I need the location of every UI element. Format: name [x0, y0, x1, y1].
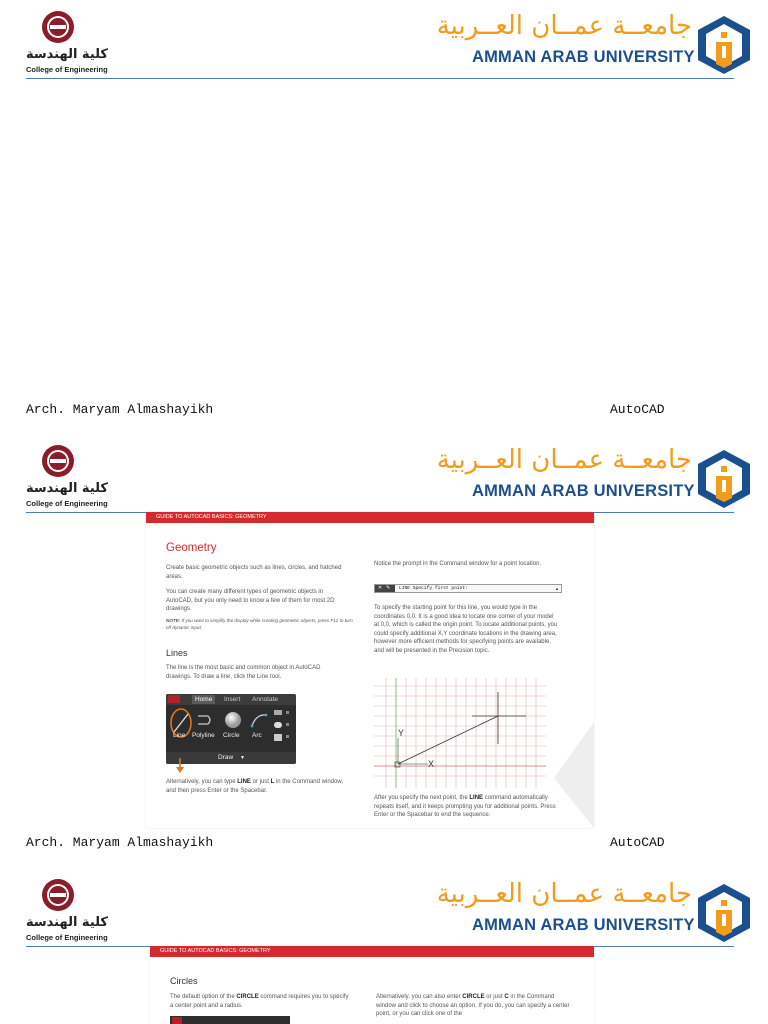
- polyline-tool-label[interactable]: Polyline: [192, 732, 215, 739]
- university-name-english: AMMAN ARAB UNIVERSITY: [472, 482, 695, 500]
- university-name-arabic: جامعــة عمــان العــربية: [436, 11, 692, 41]
- tab-insert[interactable]: Insert: [224, 696, 241, 703]
- footer-author: Arch. Maryam Almashayikh: [26, 835, 214, 850]
- arc-tool-label[interactable]: Arc: [252, 732, 262, 739]
- slide-1: [0, 0, 768, 434]
- note-text: [166, 618, 356, 631]
- chevron-down-icon[interactable]: ▼: [240, 755, 245, 761]
- university-name-english: AMMAN ARAB UNIVERSITY: [472, 48, 695, 66]
- after-next-point-text: [374, 794, 564, 820]
- y-axis-label: Y: [398, 728, 405, 738]
- polyline-tool-icon[interactable]: [196, 712, 214, 728]
- footer-subject: AutoCAD: [610, 402, 665, 417]
- circle-tool-icon[interactable]: [224, 711, 242, 729]
- college-name-english: College of Engineering: [26, 933, 108, 942]
- circles-text-b: command requires you to specify a center point and a radius.: [170, 994, 349, 1009]
- university-emblem-icon: [696, 448, 752, 510]
- geometry-guide-page: [146, 512, 594, 828]
- college-name-english: College of Engineering: [26, 65, 108, 74]
- university-emblem-icon: [696, 882, 752, 944]
- slide-2: [0, 434, 768, 868]
- line-tool-label[interactable]: Line: [173, 732, 186, 739]
- circles-text-a: The default option of the: [170, 994, 237, 1000]
- circles-cmd: CIRCLE: [236, 994, 259, 1000]
- university-emblem-icon: [696, 14, 752, 76]
- circles-alt-a: Alternatively, you can also enter: [376, 994, 463, 1000]
- after-text-a: After you specify the next point, the: [374, 795, 470, 801]
- tab-home[interactable]: Home: [192, 695, 215, 704]
- lines-heading: Lines: [166, 648, 188, 658]
- college-seal-icon: [41, 444, 75, 478]
- university-name-arabic: جامعــة عمــان العــربية: [436, 445, 692, 475]
- wrench-icon[interactable]: ✎: [386, 585, 391, 591]
- college-seal-icon: [41, 10, 75, 44]
- college-seal-icon: [41, 878, 75, 912]
- app-menu-button[interactable]: [168, 695, 180, 703]
- college-name-english: College of Engineering: [26, 499, 108, 508]
- alternative-text: [166, 778, 346, 795]
- college-logo: [26, 444, 108, 508]
- university-name-english: AMMAN ARAB UNIVERSITY: [472, 916, 695, 934]
- arc-tool-icon[interactable]: [250, 712, 268, 728]
- slide-header: [0, 0, 768, 74]
- command-dropdown-icon[interactable]: ▲: [555, 586, 559, 591]
- command-window-buttons[interactable]: [375, 585, 395, 592]
- circles-guide-page: [150, 946, 594, 1024]
- guide-header-bar: GUIDE TO AUTOCAD BASICS: GEOMETRY: [146, 512, 594, 523]
- app-menu-button[interactable]: [172, 1017, 182, 1024]
- circles-alt-cmd1: CIRCLE: [462, 994, 485, 1000]
- lines-text: The line is the most basic and common object in AutoCAD drawings. To draw a line, click the Line tool.: [166, 665, 321, 680]
- circles-alt-cmd2: C: [504, 994, 509, 1000]
- tab-annotate[interactable]: Annotate: [252, 696, 279, 703]
- command-prompt: LINE Specify first point:: [399, 586, 468, 591]
- footer-author: Arch. Maryam Almashayikh: [26, 402, 214, 417]
- notice-text: Notice the prompt in the Command window for a point location.: [374, 561, 542, 567]
- drawing-area-grid: [374, 678, 546, 788]
- draw-extra-tools-icon[interactable]: [272, 708, 292, 746]
- after-text-b: command automatically repeats itself, and it keeps prompting you for additional points. Press Enter or the Spacebar to end the sequence.: [374, 795, 556, 818]
- x-axis-label: X: [428, 759, 435, 769]
- college-name-arabic: كلية الهندسة: [26, 481, 108, 496]
- specify-point-text: To specify the starting point for this line, you would type in the coordinates 0,0. It is a good idea to locate one corner of your model at 0,0, which is called the origin point. To locate additional points, you could specify additional X,Y coordinate locations in the drawing area, however more efficient methods for specifying points are available, and will be presented in the Precision topic.: [374, 605, 558, 654]
- university-name-arabic: جامعــة عمــان العــربية: [436, 879, 692, 909]
- intro-text: Create basic geometric objects such as lines, circles, and hatched areas.: [166, 565, 342, 580]
- circles-alt-c: in the Command window and click to choose an option. If you do, you can specify a center point, or you can click one of the: [376, 994, 570, 1017]
- circles-heading: Circles: [170, 976, 198, 986]
- alt-cmd-l: L: [270, 779, 275, 785]
- draw-ribbon-panel: [166, 694, 296, 764]
- draw-panel-label[interactable]: Draw: [218, 754, 234, 761]
- close-icon[interactable]: ✕: [378, 585, 383, 591]
- footer-subject: AutoCAD: [610, 835, 665, 850]
- pointer-arrow-icon: [174, 758, 186, 774]
- alt-text-a: Alternatively, you can type: [166, 779, 238, 785]
- command-window[interactable]: [374, 584, 562, 593]
- circle-ribbon-preview: [170, 1016, 290, 1024]
- slide-header: [0, 434, 768, 508]
- college-logo: [26, 10, 108, 74]
- note-body: If you want to simplify the display while creating geometric objects, press F12 to turn off dynamic input.: [166, 618, 353, 630]
- college-name-arabic: كلية الهندسة: [26, 915, 108, 930]
- guide-header-bar: GUIDE TO AUTOCAD BASICS: GEOMETRY: [150, 946, 594, 957]
- circles-default-text: [170, 993, 350, 1010]
- header-divider: [26, 78, 734, 79]
- objects-text: You can create many different types of geometric objects in AutoCAD, but you only need to know a few of them for most 2D drawings.: [166, 589, 335, 612]
- alt-text-b: or just: [250, 779, 271, 785]
- after-cmd-line: LINE: [469, 795, 484, 801]
- alt-cmd-line: LINE: [237, 779, 251, 785]
- alt-text-c: in the Command window, and then press Enter or the Spacebar.: [166, 779, 343, 794]
- circle-tool-label[interactable]: Circle: [223, 732, 240, 739]
- circles-alt-b: or just: [484, 994, 505, 1000]
- college-name-arabic: كلية الهندسة: [26, 47, 108, 62]
- section-title: Geometry: [166, 542, 217, 554]
- circles-alternative-text: [376, 993, 572, 1019]
- slide-3: [0, 868, 768, 1024]
- note-label: NOTE:: [166, 618, 181, 623]
- college-logo: [26, 878, 108, 942]
- slide-header: [0, 868, 768, 942]
